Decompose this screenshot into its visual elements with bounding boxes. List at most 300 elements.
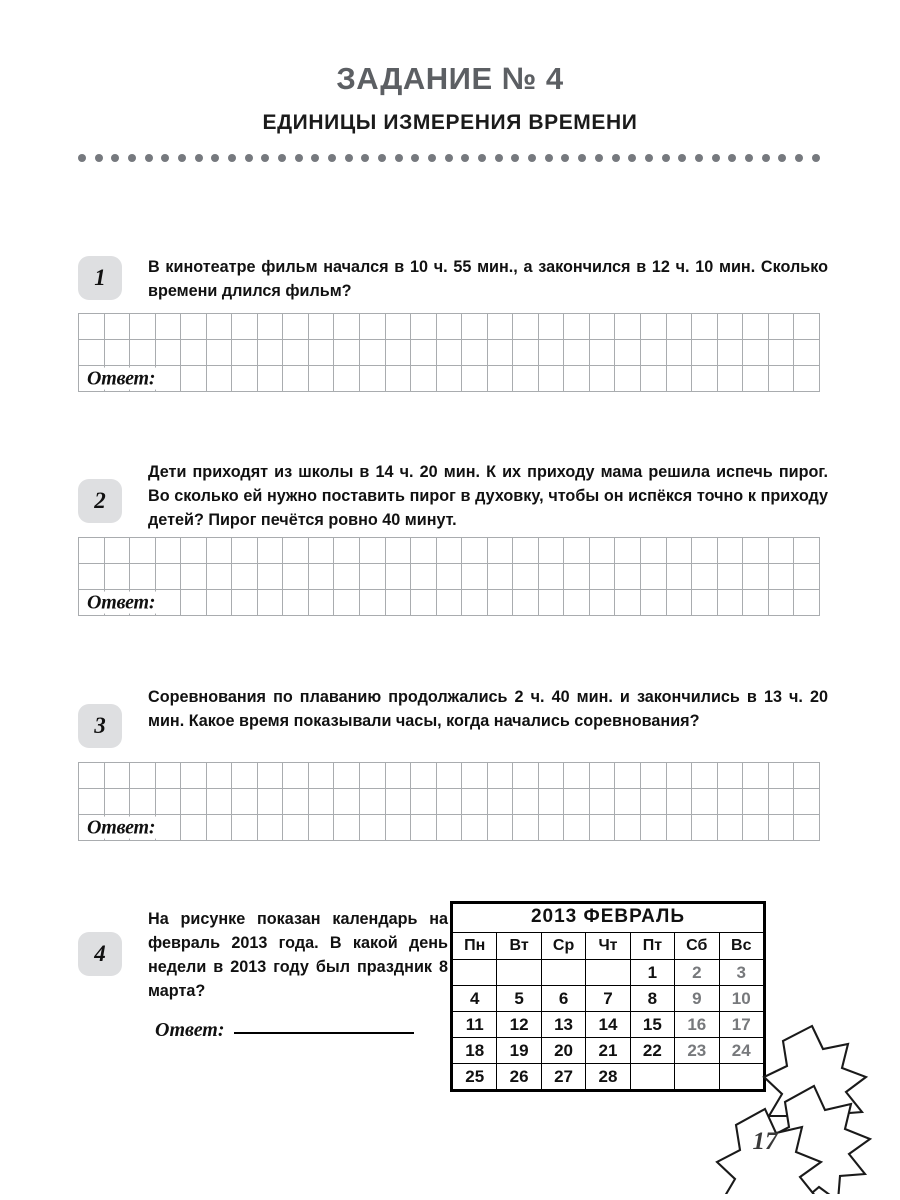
answer-grid-cell[interactable] [334,564,360,590]
answer-grid-cell[interactable] [743,366,769,392]
answer-grid-cell[interactable] [232,815,258,841]
answer-grid-cell[interactable] [743,815,769,841]
answer-grid-cell[interactable] [334,314,360,340]
answer-grid-cell[interactable] [105,340,131,366]
answer-grid-cell[interactable] [794,590,820,616]
answer-grid-cell[interactable] [181,340,207,366]
answer-grid-cell[interactable] [794,340,820,366]
answer-grid-cell[interactable] [488,340,514,366]
answer-grid-cell[interactable] [513,789,539,815]
answer-grid-cell[interactable] [105,538,131,564]
answer-grid-cell[interactable] [411,564,437,590]
answer-grid-cell[interactable] [692,538,718,564]
answer-grid-cell[interactable] [769,763,795,789]
answer-grid-cell[interactable] [462,366,488,392]
answer-grid-cell[interactable] [258,789,284,815]
answer-grid-cell[interactable] [513,314,539,340]
answer-grid-cell[interactable] [488,366,514,392]
answer-grid-cell[interactable] [130,564,156,590]
answer-grid-cell[interactable] [615,314,641,340]
answer-grid-cell[interactable] [769,815,795,841]
answer-grid-cell[interactable] [79,789,105,815]
answer-grid-cell[interactable] [794,815,820,841]
answer-grid-cell[interactable] [743,314,769,340]
calendar-day: 20 [541,1038,585,1064]
answer-grid-cell[interactable] [283,789,309,815]
answer-grid-row[interactable] [79,789,820,815]
answer-grid-cell[interactable] [283,538,309,564]
answer-grid-cell[interactable] [309,564,335,590]
answer-grid-cell[interactable] [743,590,769,616]
answer-grid-cell[interactable] [130,763,156,789]
answer-grid-cell[interactable] [462,590,488,616]
task-1-head [0,256,900,308]
answer-grid-cell[interactable] [283,590,309,616]
answer-grid-cell[interactable] [564,590,590,616]
answer-grid-cell[interactable] [181,815,207,841]
answer-grid-cell[interactable] [769,314,795,340]
answer-grid-cell[interactable] [334,366,360,392]
answer-grid-cell[interactable] [718,340,744,366]
calendar-day: 5 [497,986,541,1012]
answer-grid-cell[interactable] [105,789,131,815]
answer-grid-cell[interactable] [360,763,386,789]
answer-grid-cell[interactable] [794,763,820,789]
answer-grid-cell[interactable] [564,538,590,564]
answer-grid-cell[interactable] [437,340,463,366]
answer-grid-cell[interactable] [411,789,437,815]
answer-grid-cell[interactable] [590,340,616,366]
answer-grid-cell[interactable] [769,340,795,366]
answer-grid-cell[interactable] [437,314,463,340]
answer-grid-cell[interactable] [641,590,667,616]
answer-grid-cell[interactable] [386,538,412,564]
answer-grid-cell[interactable] [232,314,258,340]
answer-grid-cell[interactable] [283,564,309,590]
answer-grid-cell[interactable] [769,590,795,616]
divider-dot [795,154,803,162]
answer-grid-cell[interactable] [718,789,744,815]
answer-grid-cell[interactable] [437,590,463,616]
answer-grid-cell[interactable] [411,340,437,366]
answer-grid-cell[interactable] [564,366,590,392]
answer-grid-cell[interactable] [207,564,233,590]
answer-grid-cell[interactable] [437,538,463,564]
answer-grid-cell[interactable] [207,763,233,789]
answer-grid-cell[interactable] [513,590,539,616]
answer-grid-cell[interactable] [539,564,565,590]
answer-grid-cell[interactable] [718,538,744,564]
answer-grid-cell[interactable] [181,366,207,392]
answer-grid-cell[interactable] [258,590,284,616]
answer-grid-cell[interactable] [564,815,590,841]
answer-grid-cell[interactable] [105,564,131,590]
page-number: 17 [752,1128,778,1155]
answer-grid-cell[interactable] [462,314,488,340]
answer-grid-cell[interactable] [590,763,616,789]
page-title: ЗАДАНИЕ № 4 [336,61,564,96]
answer-grid-cell[interactable] [743,538,769,564]
calendar-day: 11 [453,1012,497,1038]
answer-grid-cell[interactable] [769,789,795,815]
answer-grid-cell[interactable] [641,815,667,841]
answer-grid-cell[interactable] [207,538,233,564]
task-3-text: Соревнования по плаванию продолжались 2 ч. 40 мин. и закончились в 13 ч. 20 мин. Какое время показывали часы, когда начались соревнования? [148,688,828,730]
answer-grid-cell[interactable] [156,314,182,340]
answer-grid-cell[interactable] [386,763,412,789]
answer-grid-cell[interactable] [283,366,309,392]
answer-grid-cell[interactable] [590,366,616,392]
answer-grid-cell[interactable] [386,564,412,590]
task-3-answer-grid[interactable] [78,762,820,841]
answer-grid-cell[interactable] [411,590,437,616]
answer-grid-cell[interactable] [615,590,641,616]
answer-grid-cell[interactable] [437,815,463,841]
answer-grid-cell[interactable] [283,763,309,789]
calendar-week-row [453,960,764,986]
answer-grid-cell[interactable] [105,763,131,789]
answer-grid-cell[interactable] [156,538,182,564]
answer-grid-cell[interactable] [462,763,488,789]
answer-grid-cell[interactable] [488,789,514,815]
answer-grid-cell[interactable] [641,564,667,590]
answer-grid-cell[interactable] [258,366,284,392]
answer-grid-cell[interactable] [590,538,616,564]
answer-grid-cell[interactable] [309,366,335,392]
answer-grid-cell[interactable] [615,789,641,815]
answer-grid-cell[interactable] [79,538,105,564]
answer-grid-cell[interactable] [769,366,795,392]
answer-grid-cell[interactable] [360,789,386,815]
calendar-day-empty [541,960,585,986]
answer-grid-cell[interactable] [539,763,565,789]
answer-grid-cell[interactable] [105,314,131,340]
answer-grid-row[interactable] [79,340,820,366]
answer-grid-cell[interactable] [386,590,412,616]
answer-grid-cell[interactable] [590,789,616,815]
task-4-answer-line[interactable] [155,1019,414,1042]
answer-grid-cell[interactable] [641,314,667,340]
answer-grid-cell[interactable] [462,564,488,590]
calendar-day: 23 [675,1038,719,1064]
answer-grid-cell[interactable] [539,789,565,815]
answer-grid-cell[interactable] [539,340,565,366]
answer-grid-cell[interactable] [181,763,207,789]
answer-grid-cell[interactable] [232,340,258,366]
answer-grid-cell[interactable] [309,314,335,340]
divider-dot [228,154,236,162]
answer-grid-cell[interactable] [309,815,335,841]
answer-grid-cell[interactable] [79,314,105,340]
answer-grid-cell[interactable] [156,340,182,366]
calendar-day: 13 [541,1012,585,1038]
answer-grid-cell[interactable] [207,590,233,616]
answer-grid-cell[interactable] [692,564,718,590]
answer-grid-cell[interactable] [386,789,412,815]
divider-dot [745,154,753,162]
answer-grid-cell[interactable] [564,763,590,789]
divider-dot [395,154,403,162]
answer-grid-cell[interactable] [513,763,539,789]
task-2-text: Дети приходят из школы в 14 ч. 20 мин. К их приходу мама решила испечь пирог. Во сколько ей нужно поставить пирог в духовку, чтобы он испёкся точно к приходу детей? Пирог печётся ровно 40 минут. [148,463,828,529]
answer-grid-cell[interactable] [79,564,105,590]
answer-grid-cell[interactable] [513,564,539,590]
divider-dot [495,154,503,162]
answer-grid-cell[interactable] [411,538,437,564]
answer-grid-cell[interactable] [79,340,105,366]
answer-grid-cell[interactable] [334,590,360,616]
answer-grid-cell[interactable] [692,590,718,616]
task-3-head [0,686,900,738]
answer-grid-cell[interactable] [334,538,360,564]
calendar-day: 25 [453,1064,497,1090]
answer-grid-cell[interactable] [718,763,744,789]
answer-grid-cell[interactable] [130,789,156,815]
answer-grid-cell[interactable] [539,366,565,392]
answer-grid-cell[interactable] [794,538,820,564]
answer-grid-cell[interactable] [743,763,769,789]
answer-grid-row[interactable] [79,763,820,789]
answer-grid-cell[interactable] [615,538,641,564]
answer-grid-cell[interactable] [667,366,693,392]
answer-grid-cell[interactable] [334,763,360,789]
answer-grid-cell[interactable] [283,815,309,841]
answer-grid-cell[interactable] [615,564,641,590]
answer-grid-cell[interactable] [513,538,539,564]
divider-dot [78,154,86,162]
answer-grid-cell[interactable] [360,340,386,366]
answer-grid-cell[interactable] [258,815,284,841]
answer-grid-cell[interactable] [590,314,616,340]
answer-grid-cell[interactable] [718,366,744,392]
page-subtitle: ЕДИНИЦЫ ИЗМЕРЕНИЯ ВРЕМЕНИ [262,111,638,135]
answer-grid-cell[interactable] [411,366,437,392]
answer-grid-cell[interactable] [488,590,514,616]
answer-grid-cell[interactable] [411,763,437,789]
answer-grid-cell[interactable] [309,590,335,616]
answer-grid-cell[interactable] [411,314,437,340]
answer-grid-cell[interactable] [283,314,309,340]
answer-grid-cell[interactable] [615,763,641,789]
answer-grid-cell[interactable] [718,590,744,616]
answer-grid-cell[interactable] [462,815,488,841]
answer-grid-cell[interactable] [462,789,488,815]
answer-grid-cell[interactable] [130,538,156,564]
answer-grid-cell[interactable] [667,763,693,789]
answer-grid-cell[interactable] [181,314,207,340]
answer-grid-cell[interactable] [513,340,539,366]
answer-grid-cell[interactable] [564,314,590,340]
answer-grid-cell[interactable] [667,590,693,616]
answer-grid-cell[interactable] [437,763,463,789]
task-4-answer-label: Ответ: [155,1019,225,1041]
answer-grid-cell[interactable] [360,564,386,590]
answer-grid-cell[interactable] [564,789,590,815]
answer-grid-cell[interactable] [794,789,820,815]
answer-grid-cell[interactable] [309,789,335,815]
divider-dot [128,154,136,162]
answer-grid-cell[interactable] [207,815,233,841]
answer-grid-cell[interactable] [130,340,156,366]
answer-grid-cell[interactable] [641,763,667,789]
answer-grid-cell[interactable] [615,340,641,366]
answer-grid-cell[interactable] [258,763,284,789]
answer-grid-cell[interactable] [590,564,616,590]
divider-dot [762,154,770,162]
answer-grid-cell[interactable] [156,789,182,815]
answer-grid-row[interactable] [79,590,820,616]
answer-grid-cell[interactable] [360,366,386,392]
answer-grid-cell[interactable] [334,340,360,366]
answer-grid-cell[interactable] [258,340,284,366]
answer-grid-cell[interactable] [181,789,207,815]
answer-grid-cell[interactable] [667,340,693,366]
task-1-answer-grid[interactable] [78,313,820,392]
answer-grid-cell[interactable] [386,314,412,340]
answer-grid-cell[interactable] [462,340,488,366]
star-decoration [706,1022,881,1194]
answer-grid-cell[interactable] [207,314,233,340]
answer-grid-cell[interactable] [309,538,335,564]
answer-grid-cell[interactable] [386,340,412,366]
answer-grid-cell[interactable] [692,789,718,815]
answer-grid-cell[interactable] [615,366,641,392]
answer-grid-cell[interactable] [692,314,718,340]
answer-grid-cell[interactable] [488,538,514,564]
calendar-title-row [453,904,764,933]
answer-grid-cell[interactable] [232,564,258,590]
answer-grid-cell[interactable] [334,815,360,841]
answer-grid-cell[interactable] [437,564,463,590]
answer-grid-cell[interactable] [360,538,386,564]
answer-grid-cell[interactable] [258,538,284,564]
answer-grid-cell[interactable] [488,815,514,841]
answer-grid-cell[interactable] [437,789,463,815]
answer-grid-row[interactable] [79,538,820,564]
answer-grid-cell[interactable] [590,590,616,616]
answer-grid-cell[interactable] [769,538,795,564]
divider-dot [595,154,603,162]
answer-grid-cell[interactable] [309,763,335,789]
answer-grid-cell[interactable] [513,366,539,392]
answer-grid-cell[interactable] [283,340,309,366]
answer-grid-cell[interactable] [743,340,769,366]
answer-grid-cell[interactable] [386,815,412,841]
answer-grid-row[interactable] [79,366,820,392]
answer-grid-cell[interactable] [692,763,718,789]
answer-grid-cell[interactable] [232,590,258,616]
answer-grid-cell[interactable] [309,340,335,366]
answer-grid-cell[interactable] [590,815,616,841]
answer-grid-cell[interactable] [232,789,258,815]
answer-grid-cell[interactable] [718,564,744,590]
answer-grid-cell[interactable] [539,590,565,616]
answer-grid-cell[interactable] [488,763,514,789]
answer-grid-cell[interactable] [360,314,386,340]
answer-grid-cell[interactable] [360,590,386,616]
answer-grid-cell[interactable] [488,564,514,590]
answer-grid-row[interactable] [79,815,820,841]
divider-dot [328,154,336,162]
answer-grid-cell[interactable] [539,538,565,564]
answer-grid-cell[interactable] [258,564,284,590]
answer-grid-cell[interactable] [181,538,207,564]
calendar-day: 9 [675,986,719,1012]
answer-grid-cell[interactable] [641,366,667,392]
answer-grid-cell[interactable] [641,538,667,564]
answer-grid-cell[interactable] [615,815,641,841]
answer-grid-cell[interactable] [207,340,233,366]
calendar-weekday-header: Пн [453,933,497,960]
answer-grid-row[interactable] [79,564,820,590]
calendar-day-empty [453,960,497,986]
answer-grid-row[interactable] [79,314,820,340]
answer-grid-cell[interactable] [232,366,258,392]
calendar-day: 26 [497,1064,541,1090]
answer-grid-cell[interactable] [692,815,718,841]
answer-grid-cell[interactable] [539,314,565,340]
answer-grid-cell[interactable] [386,366,412,392]
answer-grid-cell[interactable] [207,789,233,815]
answer-grid-cell[interactable] [207,366,233,392]
divider-dot [545,154,553,162]
answer-grid-cell[interactable] [794,564,820,590]
answer-grid-cell[interactable] [667,314,693,340]
answer-grid-cell[interactable] [667,564,693,590]
calendar-day: 22 [630,1038,674,1064]
answer-grid-cell[interactable] [488,314,514,340]
answer-grid-cell[interactable] [564,340,590,366]
answer-grid-cell[interactable] [641,789,667,815]
answer-grid-cell[interactable] [181,564,207,590]
answer-grid-cell[interactable] [564,564,590,590]
answer-grid-cell[interactable] [232,538,258,564]
answer-grid-cell[interactable] [181,590,207,616]
answer-grid-cell[interactable] [411,815,437,841]
answer-grid-cell[interactable] [718,815,744,841]
answer-label: Ответ: [85,368,161,390]
answer-grid-cell[interactable] [462,538,488,564]
answer-grid-cell[interactable] [692,366,718,392]
answer-grid-cell[interactable] [437,366,463,392]
answer-grid-cell[interactable] [743,789,769,815]
answer-grid-cell[interactable] [794,366,820,392]
answer-grid-cell[interactable] [692,340,718,366]
answer-grid-cell[interactable] [79,763,105,789]
answer-grid-cell[interactable] [539,815,565,841]
answer-grid-cell[interactable] [641,340,667,366]
answer-grid-cell[interactable] [513,815,539,841]
answer-label: Ответ: [85,817,161,839]
answer-grid-cell[interactable] [232,763,258,789]
answer-grid-cell[interactable] [156,564,182,590]
answer-grid-cell[interactable] [156,763,182,789]
answer-grid-cell[interactable] [667,789,693,815]
answer-grid-cell[interactable] [794,314,820,340]
divider-dot [612,154,620,162]
answer-grid-cell[interactable] [718,314,744,340]
task-2-answer-grid[interactable] [78,537,820,616]
task-4-answer-rule[interactable] [234,1032,414,1034]
answer-grid-cell[interactable] [334,789,360,815]
answer-grid-cell[interactable] [743,564,769,590]
answer-grid-cell[interactable] [360,815,386,841]
answer-grid-cell[interactable] [667,815,693,841]
answer-grid-cell[interactable] [130,314,156,340]
answer-grid-cell[interactable] [667,538,693,564]
answer-grid-cell[interactable] [258,314,284,340]
answer-grid-cell[interactable] [769,564,795,590]
